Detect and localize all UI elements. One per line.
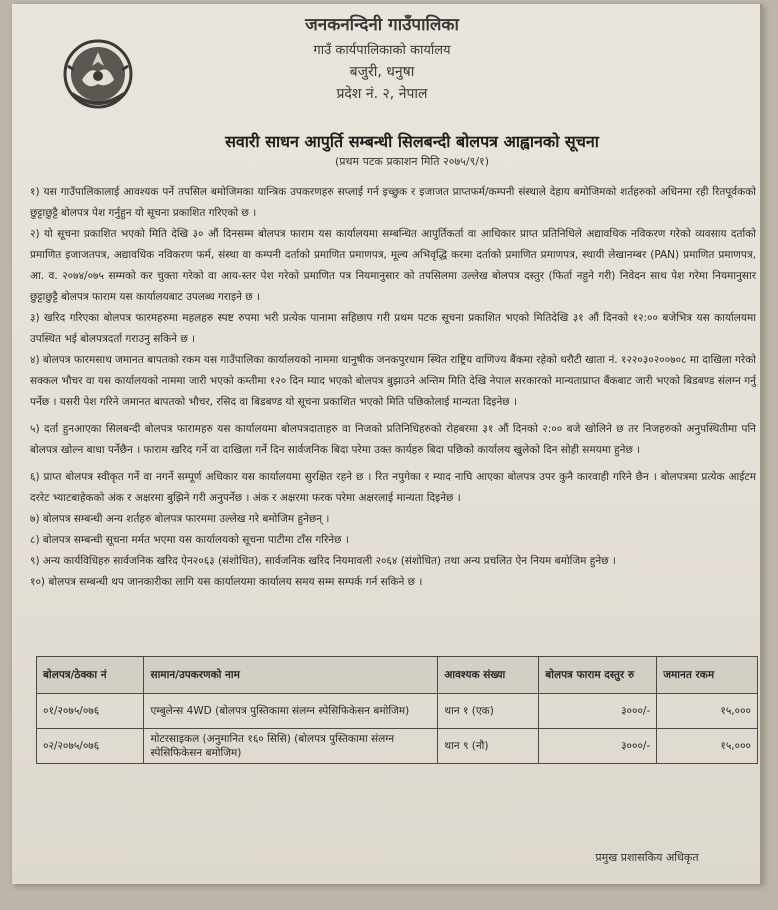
paragraph-2: २) यो सूचना प्रकाशित भएको मिति देखि ३० औं दिनसम्म बोलपत्र फाराम यस कार्यालयमा सम्बन्धित आपुर्तिकर्ता वा आधिकार प्राप्त प्रतिनिधिले अद्यावधिक नविकरण गरेको व्यवसाय दर्ताको प्रमाणित इजाजतपत्र, अद्यावधिक नविकरण फर्म, संस्था वा कम्पनी दर्ताको प्रमाणित प्रमाणपत्र, मूल्य अभिवृद्धि करमा दर्ताको प्रमाणित प्रमाणपत्र, स्थायी लेखानम्बर (PAN) प्रमाणित प्रमाणपत्र, आ. व. २०७४/०७५ सम्मको कर चुक्ता गरेको वा आय-स्तर पेश गरेको प्रमाणित पत्र नियमानुसार को तपसिलमा उल्लेख बोलपत्र दस्तुर (फिर्ता नहुने गरी) निवेदन साथ पेश गरेमा नियमानुसार छुट्टाछुट्टै बोलपत्र फाराम यस कार्यालयबाट उपलब्ध गराइने छ । xyxy=(30,228,756,303)
cell-form-fee: ३०००/- xyxy=(539,694,657,729)
header-form-fee: बोलपत्र फाराम दस्तुर रु xyxy=(539,657,657,694)
notice-sheet xyxy=(12,4,762,884)
cell-form-fee: ३०००/- xyxy=(539,729,657,764)
notice-title: सवारी साधन आपुर्ति सम्बन्धी सिलबन्दी बोलपत्र आह्वानको सूचना xyxy=(225,132,599,151)
office-name: गाउँ कार्यपालिकाको कार्यालय xyxy=(313,43,451,58)
notice-body xyxy=(30,182,756,593)
paragraph-8: ८) बोलपत्र सम्बन्धी सूचना मर्मत भएमा यस कार्यालयको सूचना पाटीमा टाँस गरिनेछ । xyxy=(30,534,349,546)
cell-deposit: १५,००० xyxy=(657,729,758,764)
paragraph-4: ४) बोलपत्र फारमसाथ जमानत बापतको रकम यस गाउँपालिका कार्यालयको नाममा धानुषीक जनकपुरधाम स्थित राष्ट्रिय वाणिज्य बैंकमा रहेको धरौटी खाता नं. १२२०३०२००७०८ मा दाखिला गरेको सक्कल भौचर वा यस कार्यालयको नाममा जारी भएको कम्तीमा १२० दिन म्याद भएको बोलपत्र बुझाउने अन्तिम मिति देखि नेपाल सरकारको मान्यताप्राप्त बैंकबाट जारी भएको बिडबण्ड संलग्न गर्नु पर्नेछ । यसरी पेश गरिने जमानत बापतको भौचर, रसिद वा बिडबण्ड यो सूचना प्रकाशित भएको मिति पछिकोलाई मान्यता दिइनेछ । xyxy=(30,354,756,408)
cell-item-name: मोटरसाइकल (अनुमानित १६० सिसि) (बोलपत्र पुस्तिकामा संलग्न स्पेसिफिकेसन बमोजिम) xyxy=(144,729,438,764)
paragraph-6: ६) प्राप्त बोलपत्र स्वीकृत गर्ने वा नगर्ने सम्पूर्ण अधिकार यस कार्यालयमा सुरक्षित रहने छ । रित नपुगेका र म्याद नाघि आएका बोलपत्र उपर कुनै कारवाही गरिने छैन । बोलपत्रमा प्रत्येक आईटम दररेट भ्याटबाहेकको अंक र अक्षरमा बुझिने गरी अनुपर्नेछ । अंक र अक्षरमा फरक परेमा अक्षरलाई मान्यता दिइनेछ । xyxy=(30,471,756,504)
cell-deposit: १५,००० xyxy=(657,694,758,729)
office-location: बजुरी, धनुषा xyxy=(349,64,415,80)
cell-contract-no: ०१/२०७५/०७६ xyxy=(37,694,144,729)
header-quantity: आवश्यक संख्या xyxy=(438,657,539,694)
paragraph-9: ९) अन्य कार्यविधिहरु सार्वजनिक खरिद ऐन२०६३ (संशोधित), सार्वजनिक खरिद नियमावली २०६४ (संशोधित) तथा अन्य प्रचलित ऐन नियम बमोजिम हुनेछ । xyxy=(30,555,616,567)
paragraph-7: ७) बोलपत्र सम्बन्धी अन्य शर्तहरु बोलपत्र फारममा उल्लेख गरे बमोजिम हुनेछन् । xyxy=(30,513,330,525)
paragraph-5: ५) दर्ता हुनआएका सिलबन्दी बोलपत्र फारामहरु यस कार्यालयमा बोलपत्रदाताहरु वा निजको प्रतिनिधिहरुको रोहबरमा ३१ औं दिनको २:०० बजे खोलिने छ तर निजहरुको अनुपस्थितीमा पनि बोलपत्र खोल्न बाधा पर्नेछैन । फाराम खरिद गर्ने वा दाखिला गर्ने दिन सार्वजनिक बिदा परेमा उक्त कार्यहरु बिदा पछिको कार्यालय खुलेको दिन सोही समयमा हुनेछ । xyxy=(30,423,756,456)
signatory-title: प्रमुख प्रशासकिय अधिकृत xyxy=(595,851,699,864)
paragraph-3: ३) खरिद गरिएका बोलपत्र फारमहरुमा महलहरु स्पष्ट रुपमा भरी प्रत्येक पानामा सहिछाप गरी प्रथम पटक सूचना प्रकाशित भएको मितिदेखि ३१ औं दिनको १२:०० बजेभित्र यस कार्यालयमा उपस्थित भई बोलपत्रदर्ता गराउनु सकिने छ । xyxy=(30,312,756,345)
header-contract-no: बोलपत्र/ठेक्का नं xyxy=(37,657,144,694)
header-item-name: सामान/उपकरणको नाम xyxy=(144,657,438,694)
table-header-row xyxy=(37,657,758,694)
table-row xyxy=(37,729,758,764)
cell-quantity: थान ९ (नौ) xyxy=(438,729,539,764)
municipality-name: जनकनन्दिनी गाउँपालिका xyxy=(305,15,459,35)
table-row xyxy=(37,694,758,729)
cell-contract-no: ०२/२०७५/०७६ xyxy=(37,729,144,764)
items-table xyxy=(36,656,758,764)
notice-subtitle: (प्रथम पटक प्रकाशन मिति २०७५/९/१) xyxy=(334,155,490,168)
paragraph-10: १०) बोलपत्र सम्बन्धी थप जानकारीका लागि यस कार्यालयमा कार्यालय समय सम्म सम्पर्क गर्न सकिने छ । xyxy=(30,576,423,588)
cell-quantity: थान १ (एक) xyxy=(438,694,539,729)
header-deposit: जमानत रकम xyxy=(657,657,758,694)
province-line: प्रदेश नं. २, नेपाल xyxy=(336,86,428,102)
cell-item-name: एम्बुलेन्स 4WD (बोलपत्र पुस्तिकामा संलग्न स्पेसिफिकेसन बमोजिम) xyxy=(144,694,438,729)
paragraph-1: १) यस गाउँपालिकालाई आवश्यक पर्ने तपसिल बमोजिमका यान्त्रिक उपकरणहरु सप्लाई गर्न इच्छुक र इजाजत प्राप्तफर्म/कम्पनी संस्थाले देहाय बमोजिमको शर्तहरुको अधिनमा रही रितपूर्वकको छुट्टाछुट्टै बोलपत्र पेश गर्नुहुन यो सूचना प्रकाशित गरिएको छ । xyxy=(30,186,756,219)
